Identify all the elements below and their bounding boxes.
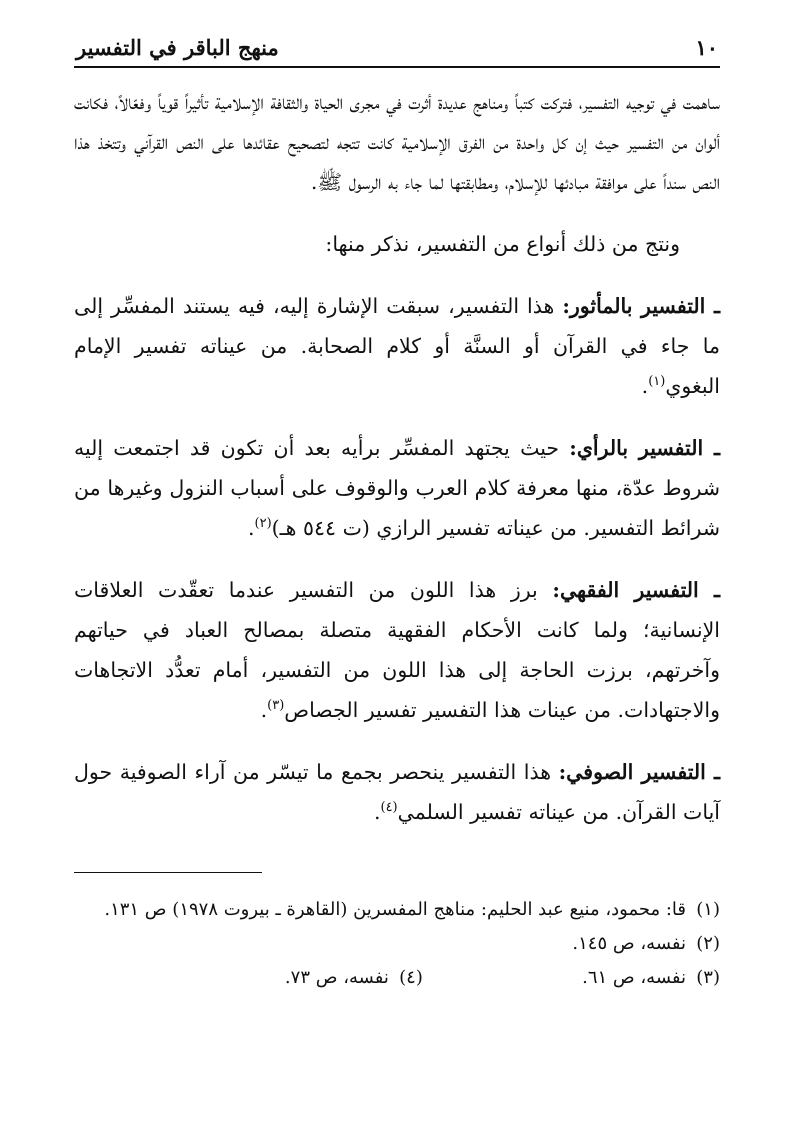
tafsir-sufi-term: ـ التفسير الصوفي: [558, 760, 720, 784]
footnote-3 [423, 961, 720, 995]
book-page [74, 28, 720, 995]
tafsir-ray-tail: . [247, 516, 255, 540]
footnote-1 [74, 893, 720, 927]
tafsir-fiqhi-paragraph [74, 570, 720, 730]
footnote-number: (٣) [696, 967, 720, 988]
footnote-ref-3[interactable]: (٣) [267, 698, 285, 714]
footnote-number: (٢) [696, 933, 720, 954]
footnote-separator [74, 872, 262, 873]
tafsir-fiqhi-term: ـ التفسير الفقهي: [552, 578, 720, 602]
intro-text: ساهمت في توجيه التفسير، فتركت كتباً ومناهج عديدة أثرت في مجرى الحياة والثقافة الإسلامية تأثيراً قوياً وفعّالاً، فكانت ألوان من التفسير حيث إن كل واحدة من الفرق الإسلامية كانت تتجه لتصحيح عقائدها على النص القرآني وتتخذ هذا النص سنداً على موافقة مبادئها للإسلام، ومطابقتها لما جاء به الرسول ﷺ. [74, 90, 720, 194]
tafsir-mathur-term: ـ التفسير بالمأثور: [562, 294, 720, 318]
footnote-number: (٤) [399, 967, 423, 988]
footnote-text: قا: محمود، منيع عبد الحليم: مناهج المفسرين (القاهرة ـ بيروت ١٩٧٨) ص ١٣١. [104, 899, 686, 920]
page-number: ١٠ [695, 35, 718, 60]
page-header [74, 28, 720, 64]
footnote-ref-1[interactable]: (١) [648, 374, 666, 390]
tafsir-mathur-paragraph [74, 286, 720, 406]
types-intro-text: ونتج من ذلك أنواع من التفسير، نذكر منها: [325, 232, 680, 256]
footnote-ref-4[interactable]: (٤) [380, 800, 398, 816]
footnote-row [74, 961, 720, 995]
tafsir-sufi-paragraph [74, 752, 720, 832]
intro-paragraph [74, 82, 720, 202]
tafsir-ray-text: حيث يجتهد المفسِّر برأيه بعد أن تكون قد اجتمعت إليه شروط عدّة، منها معرفة كلام العرب والوقوف على أسباب النزول وغيرها من شرائط التفسير. من عيناته تفسير الرازي (ت ٥٤٤ هـ) [74, 436, 720, 540]
footnote-2 [74, 927, 720, 961]
tafsir-ray-paragraph [74, 428, 720, 548]
footnote-number: (١) [696, 899, 720, 920]
tafsir-sufi-tail: . [373, 800, 381, 824]
header-rule [74, 66, 720, 68]
footnotes [74, 893, 720, 995]
footnote-text: نفسه، ص ٧٣. [284, 967, 389, 988]
footnote-4 [126, 961, 423, 995]
tafsir-mathur-tail: . [641, 374, 649, 398]
tafsir-mathur-text: هذا التفسير، سبقت الإشارة إليه، فيه يستند المفسِّر إلى ما جاء في القرآن أو السنَّة أو كلام الصحابة. من عيناته تفسير الإمام البغوي [74, 294, 720, 398]
tafsir-ray-term: ـ التفسير بالرأي: [569, 436, 720, 460]
tafsir-sufi-text: هذا التفسير ينحصر بجمع ما تيسّر من آراء الصوفية حول آيات القرآن. من عيناته تفسير السلمي [74, 760, 720, 824]
main-text [74, 82, 720, 832]
types-intro-paragraph [74, 224, 720, 264]
tafsir-fiqhi-text: برز هذا اللون من التفسير عندما تعقّدت العلاقات الإنسانية؛ ولما كانت الأحكام الفقهية متصلة بمصالح العباد في حياتهم وآخرتهم، برزت الحاجة إلى هذا اللون من التفسير، أمام تعدُّد الاتجاهات والاجتهادات. من عينات هذا التفسير تفسير الجصاص [74, 578, 720, 722]
footnote-text: نفسه، ص ٦١. [582, 967, 686, 988]
footnote-text: نفسه، ص ١٤٥. [572, 933, 686, 954]
footnote-ref-2[interactable]: (٢) [254, 516, 272, 532]
tafsir-fiqhi-tail: . [260, 698, 268, 722]
running-title: منهج الباقر في التفسير [76, 35, 279, 60]
